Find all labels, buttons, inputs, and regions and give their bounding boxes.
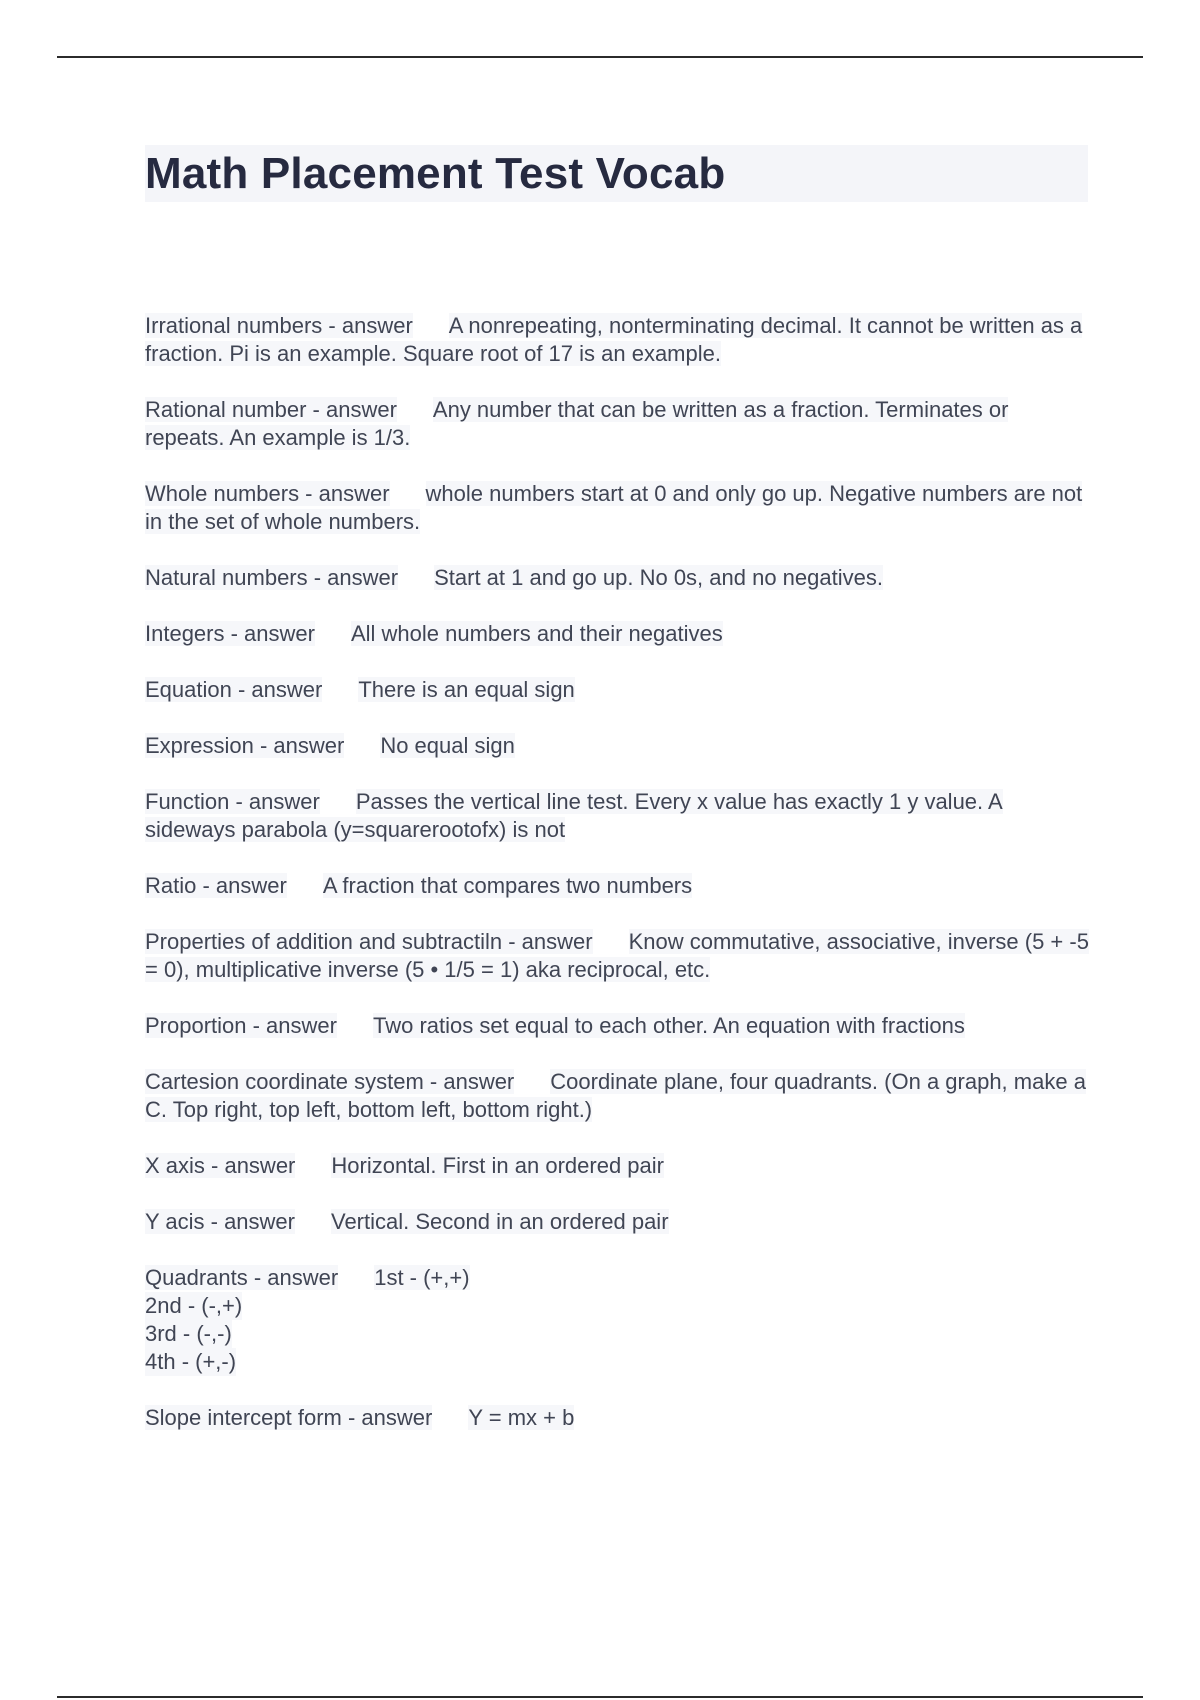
vocab-definition: A nonrepeating, nonterminating decimal. It cannot be written as a fraction. Pi is an example. Square root of 17 is an example. xyxy=(145,313,1083,366)
vocab-entry xyxy=(145,1404,1090,1432)
vocab-definition: Any number that can be written as a fraction. Terminates or repeats. An example is 1/3. xyxy=(145,397,1009,450)
vocab-term: Rational number - answer xyxy=(145,397,397,422)
vocab-entry xyxy=(145,676,1090,704)
vocab-term: Ratio - answer xyxy=(145,873,287,898)
vocab-definition: Vertical. Second in an ordered pair xyxy=(330,1209,669,1234)
title-block xyxy=(145,145,1088,202)
vocab-definition: Start at 1 and go up. No 0s, and no negatives. xyxy=(434,565,883,590)
vocab-entry xyxy=(145,396,1090,452)
vocab-term: Irrational numbers - answer xyxy=(145,313,413,338)
vocab-definition: Horizontal. First in an ordered pair xyxy=(331,1153,664,1178)
vocab-entry xyxy=(145,1264,1090,1376)
vocab-definition: No equal sign xyxy=(380,733,515,758)
vocab-term: Whole numbers - answer xyxy=(145,481,390,506)
vocab-definition: All whole numbers and their negatives xyxy=(350,621,723,646)
vocab-term: Equation - answer xyxy=(145,677,323,702)
vocab-term: Cartesion coordinate system - answer xyxy=(145,1069,515,1094)
vocab-definition: There is an equal sign xyxy=(358,677,575,702)
vocab-term: Natural numbers - answer xyxy=(145,565,399,590)
quadrant-line: 3rd - (-,-) xyxy=(145,1321,232,1346)
vocab-term: Properties of addition and subtractiln - answer xyxy=(145,929,593,954)
quadrant-line: 4th - (+,-) xyxy=(145,1349,237,1374)
vocab-term: Y acis - answer xyxy=(145,1209,295,1234)
vocab-entry xyxy=(145,1068,1090,1124)
vocab-definition: Y = mx + b xyxy=(468,1405,575,1430)
vocab-entry xyxy=(145,928,1090,984)
vocab-definition: A fraction that compares two numbers xyxy=(322,873,693,898)
vocab-term: Proportion - answer xyxy=(145,1013,337,1038)
vocab-entry xyxy=(145,872,1090,900)
vocab-entry xyxy=(145,1152,1090,1180)
vocab-definition: whole numbers start at 0 and only go up. Negative numbers are not in the set of whole numbers. xyxy=(145,481,1083,534)
vocab-entry xyxy=(145,480,1090,536)
vocab-term: Quadrants - answer xyxy=(145,1265,339,1290)
vocab-entry xyxy=(145,788,1090,844)
vocab-term: Function - answer xyxy=(145,789,320,814)
page-title: Math Placement Test Vocab xyxy=(145,149,726,198)
vocab-definition: Passes the vertical line test. Every x value has exactly 1 y value. A sideways parabola (y=squarerootofx) is not xyxy=(145,789,1003,842)
quadrant-line: 2nd - (-,+) xyxy=(145,1293,243,1318)
vocab-entry xyxy=(145,1012,1090,1040)
vocab-entry xyxy=(145,1208,1090,1236)
vocab-entry xyxy=(145,620,1090,648)
vocab-entry xyxy=(145,312,1090,368)
vocab-definition: Know commutative, associative, inverse (5 + -5 = 0), multiplicative inverse (5 • 1/5 = 1) aka reciprocal, etc. xyxy=(145,929,1089,982)
vocab-definition: Two ratios set equal to each other. An equation with fractions xyxy=(372,1013,965,1038)
bottom-rule xyxy=(57,1696,1143,1698)
vocab-entry xyxy=(145,732,1090,760)
vocab-definition: Coordinate plane, four quadrants. (On a graph, make a C. Top right, top left, bottom left, bottom right.) xyxy=(145,1069,1086,1122)
vocab-term: X axis - answer xyxy=(145,1153,296,1178)
top-rule xyxy=(57,56,1143,58)
vocab-entry xyxy=(145,564,1090,592)
vocab-list xyxy=(145,312,1090,1460)
vocab-definition: 1st - (+,+) xyxy=(374,1265,470,1290)
vocab-term: Expression - answer xyxy=(145,733,345,758)
vocab-term: Slope intercept form - answer xyxy=(145,1405,433,1430)
vocab-term: Integers - answer xyxy=(145,621,315,646)
